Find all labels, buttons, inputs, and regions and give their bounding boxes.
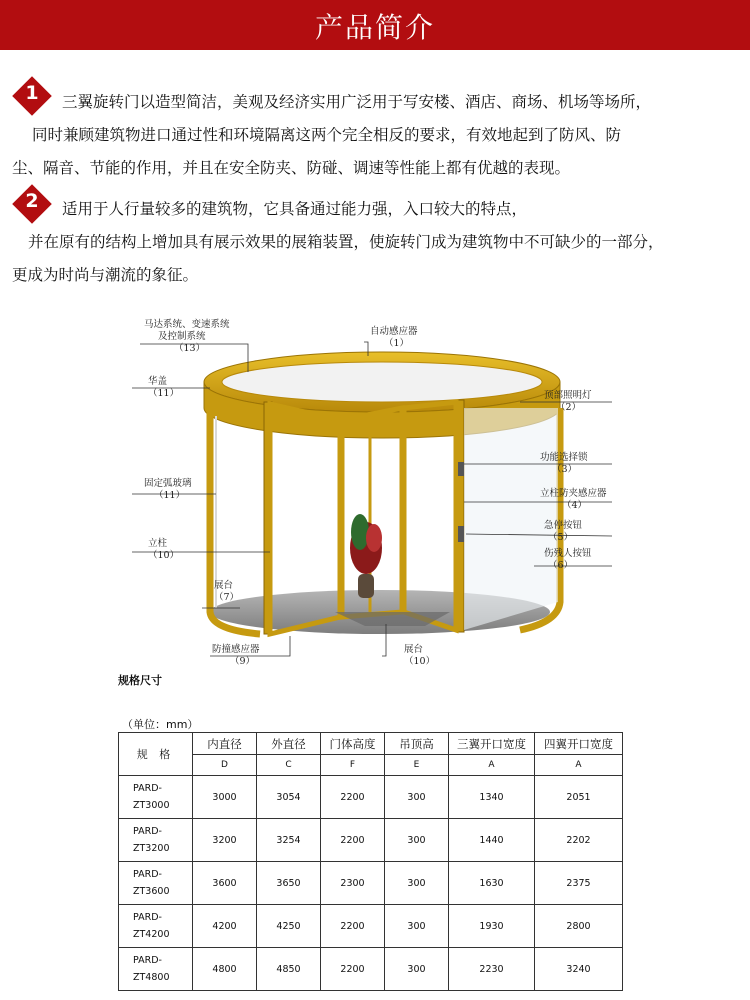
callout-label: 固定弧玻璃	[144, 478, 192, 489]
text-line: 三翼旋转门以造型简洁，美观及经济实用广泛用于写安楼、酒店、商场、机场等场所，	[62, 93, 652, 111]
model-code: ZT3600	[133, 886, 170, 897]
callout-label: 及控制系统	[158, 331, 206, 342]
spec-code-row	[119, 755, 623, 776]
callout-fixed-glass	[144, 478, 192, 502]
page-header	[0, 0, 750, 50]
column-code: E	[385, 755, 449, 776]
callout-label: 功能选择锁	[540, 452, 588, 463]
spec-label-cell: 规 格	[119, 733, 193, 776]
callout-display-stand-10	[404, 644, 435, 668]
table-cell: 4200	[193, 905, 257, 948]
model-cell	[119, 776, 193, 819]
model-code: ZT3000	[133, 800, 170, 811]
table-cell: 2200	[321, 905, 385, 948]
model-prefix: PARD-	[133, 826, 162, 837]
column-code: A	[449, 755, 535, 776]
table-cell: 2051	[535, 776, 623, 819]
table-cell: 300	[385, 776, 449, 819]
text-line: 并在原有的结构上增加具有展示效果的展箱装置，使旋转门成为建筑物中不可缺少的一部分，	[28, 233, 664, 251]
table-cell: 2200	[321, 948, 385, 991]
table-cell: 4250	[257, 905, 321, 948]
column-code: D	[193, 755, 257, 776]
table-cell: 3054	[257, 776, 321, 819]
table-cell: 300	[385, 948, 449, 991]
number-badge-2	[12, 184, 52, 224]
table-row	[119, 776, 623, 819]
table-row	[119, 862, 623, 905]
badge-number: 2	[25, 190, 39, 212]
table-cell: 1340	[449, 776, 535, 819]
table-row	[119, 948, 623, 991]
model-prefix: PARD-	[133, 955, 162, 966]
text-line: 同时兼顾建筑物进口通过性和环境隔离这两个完全相反的要求，有效地起到了防风、防	[32, 126, 622, 144]
table-cell: 1440	[449, 819, 535, 862]
number-badge-1	[12, 76, 52, 116]
callout-post-sensor	[540, 488, 607, 512]
table-cell: 1930	[449, 905, 535, 948]
table-row	[119, 819, 623, 862]
column-header: 门体高度	[321, 733, 385, 755]
table-cell: 2230	[449, 948, 535, 991]
callout-label: 展台	[214, 580, 234, 591]
canopy-ceiling	[222, 362, 542, 402]
callout-number: （4）	[562, 500, 588, 511]
callout-label: 立柱	[148, 538, 168, 549]
spec-table	[118, 732, 623, 991]
table-cell: 300	[385, 819, 449, 862]
flower-vase	[358, 574, 374, 598]
callout-disabled-button	[544, 548, 592, 572]
model-cell	[119, 948, 193, 991]
column-code: A	[535, 755, 623, 776]
table-cell: 4850	[257, 948, 321, 991]
callout-motor-system	[144, 319, 230, 355]
callout-number: （3）	[552, 464, 578, 475]
callout-label: 伤残人按钮	[544, 548, 592, 559]
callout-canopy	[148, 376, 179, 400]
callout-number: （7）	[214, 592, 240, 603]
function-lock-panel	[458, 462, 464, 476]
emergency-button-panel	[458, 526, 464, 542]
callout-label: 马达系统、变速系统	[144, 319, 230, 330]
callout-number: （13）	[174, 343, 206, 354]
table-row	[119, 905, 623, 948]
table-cell: 3650	[257, 862, 321, 905]
text-line: 适用于人行量较多的建筑物，它具备通过能力强，入口较大的特点，	[62, 200, 528, 218]
column-code: F	[321, 755, 385, 776]
table-cell: 4800	[193, 948, 257, 991]
callout-label: 急停按钮	[544, 520, 583, 531]
callout-top-light	[544, 390, 592, 414]
callout-number: （11）	[148, 388, 180, 399]
model-prefix: PARD-	[133, 869, 162, 880]
callout-label: 展台	[404, 644, 424, 655]
callout-number: （10）	[404, 656, 436, 667]
column-header: 内直径	[193, 733, 257, 755]
table-cell: 3240	[535, 948, 623, 991]
table-cell: 300	[385, 862, 449, 905]
table-cell: 1630	[449, 862, 535, 905]
text-line: 更成为时尚与潮流的象征。	[12, 266, 199, 284]
callout-label: 防撞感应器	[212, 644, 260, 655]
table-cell: 2375	[535, 862, 623, 905]
table-cell: 3600	[193, 862, 257, 905]
callout-number: （1）	[384, 338, 410, 349]
callout-label: 立柱防夹感应器	[540, 488, 607, 499]
table-cell: 2300	[321, 862, 385, 905]
callout-number: （9）	[230, 656, 256, 667]
callout-number: （11）	[154, 490, 186, 501]
model-code: ZT4200	[133, 929, 170, 940]
model-prefix: PARD-	[133, 783, 162, 794]
callout-label: 自动感应器	[370, 326, 418, 337]
column-header: 外直径	[257, 733, 321, 755]
callout-number: （5）	[548, 532, 574, 543]
callout-number: （10）	[148, 550, 180, 561]
model-cell	[119, 819, 193, 862]
column-header: 三翼开口宽度	[449, 733, 535, 755]
callout-collision-sensor	[212, 644, 260, 668]
spec-header-row	[119, 733, 623, 755]
model-cell	[119, 905, 193, 948]
badge-number: 1	[25, 82, 39, 104]
revolving-door-diagram	[120, 312, 630, 672]
column-code: C	[257, 755, 321, 776]
model-code: ZT4800	[133, 972, 170, 983]
table-cell: 3000	[193, 776, 257, 819]
table-cell: 2200	[321, 819, 385, 862]
column-header: 四翼开口宽度	[535, 733, 623, 755]
model-code: ZT3200	[133, 843, 170, 854]
table-cell: 3200	[193, 819, 257, 862]
callout-display-stand-7	[214, 580, 239, 604]
table-cell: 2200	[321, 776, 385, 819]
callout-auto-sensor	[370, 326, 418, 350]
callout-label: 顶部照明灯	[544, 390, 592, 401]
callout-post	[148, 538, 179, 562]
spec-title: 规格尺寸	[118, 674, 162, 687]
callout-number: （2）	[556, 402, 582, 413]
unit-label: （单位：mm）	[122, 718, 199, 731]
model-prefix: PARD-	[133, 912, 162, 923]
table-cell: 300	[385, 905, 449, 948]
text-line: 尘、隔音、节能的作用，并且在安全防夹、防碰、调速等性能上都有优越的表现。	[12, 159, 571, 177]
callout-emergency-stop	[544, 520, 582, 544]
column-header: 吊顶高	[385, 733, 449, 755]
table-cell: 3254	[257, 819, 321, 862]
callout-number: （6）	[548, 560, 574, 571]
table-cell: 2202	[535, 819, 623, 862]
callout-label: 华盖	[148, 376, 168, 387]
table-cell: 2800	[535, 905, 623, 948]
callout-function-lock	[540, 452, 588, 476]
page-title: 产品简介	[314, 11, 435, 44]
model-cell	[119, 862, 193, 905]
